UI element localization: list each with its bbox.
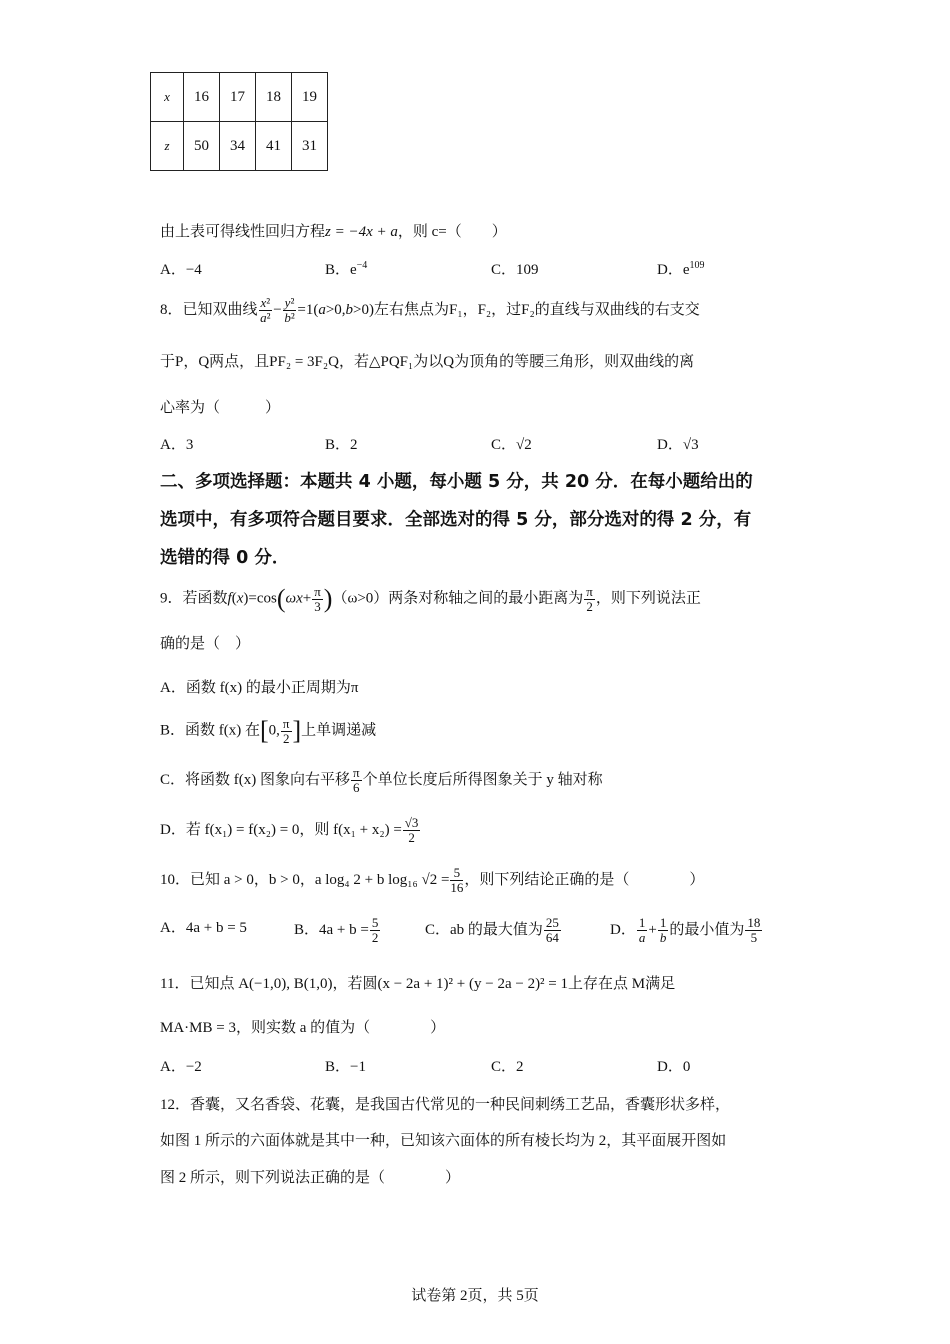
fraction: $\frac{5}{2}$ xyxy=(371,915,379,945)
data-table xyxy=(150,72,328,171)
q12-line1: 12．香囊，又名香袋、花囊，是我国古代常见的一种民间刺绣工艺品，香囊形状多样， xyxy=(160,1097,731,1113)
q11-option-b: B．−1 xyxy=(325,1059,366,1075)
table-cell: x xyxy=(151,73,184,122)
q7-option-b-text: B．e xyxy=(325,262,357,278)
q10-option-d: D． $\frac{1}{a}$ + $\frac{1}{b}$ 的最小值为 $\frac{18}{5}$ xyxy=(610,915,761,945)
fraction: $\frac{1}{a}$ xyxy=(638,915,646,945)
q7-equation: z = −4x + a xyxy=(325,224,398,240)
q8-option-a: A．3 xyxy=(160,437,194,453)
fraction: $\frac{\pi}{2}$ xyxy=(586,583,593,614)
q9-option-c-pre: C．将函数 f(x) 图象向右平移 xyxy=(160,771,350,788)
q11-option-c: C．2 xyxy=(491,1059,524,1075)
q10-option-c-pre: C．ab 的最大值为 xyxy=(425,921,543,938)
q10-line1-expr: a log₄ 2 + b log₁₆ √2 = xyxy=(314,871,450,888)
q10-option-a: A．4a + b = 5 xyxy=(160,920,247,936)
fraction: $\frac{\pi}{2}$ xyxy=(282,715,290,746)
q7-option-c: C．109 xyxy=(491,262,539,278)
q11-option-d: D．0 xyxy=(657,1059,691,1075)
q8-line2: 于P，Q两点，且PF₂ = 3F₂Q，若△PQF₁为以Q为顶角的等腰三角形，则双曲线的离 xyxy=(160,354,695,370)
table-cell: 18 xyxy=(256,73,292,122)
q8-option-b: B．2 xyxy=(325,437,358,453)
q10-line1 xyxy=(160,866,704,895)
fraction: $\frac{\pi}{6}$ xyxy=(353,765,360,795)
q10-line1-pre: 10．已知 a > 0，b > 0， xyxy=(160,871,315,888)
q11-line2: MA·MB = 3，则实数 a 的值为（ ） xyxy=(160,1020,446,1036)
section-heading-line1: 二、多项选择题：本题共 4 小题，每小题 5 分，共 20 分．在每小题给出的 xyxy=(160,472,753,492)
q8-line1-post: 左右焦点为F₁，F₂，过F₂的直线与双曲线的右支交 xyxy=(374,301,700,318)
q7-option-b xyxy=(325,258,367,279)
fraction: $\frac{\text{y²}}{\text{b²}}$ xyxy=(284,295,295,325)
table-cell: z xyxy=(151,122,184,171)
table-cell: 16 xyxy=(184,73,220,122)
q10-line1-post: ，则下列结论正确的是（ ） xyxy=(464,871,705,888)
q10-option-d-post: 的最小值为 xyxy=(669,921,745,938)
q7-stem-post: ，则 c=（ ） xyxy=(397,224,507,240)
fraction: $\frac{\text{x²}}{\text{a²}}$ xyxy=(260,295,271,325)
section-heading-line3: 选错的得 0 分． xyxy=(160,548,290,568)
q8-option-d: D．√3 xyxy=(657,437,699,453)
q10-option-b xyxy=(294,916,381,945)
table-row xyxy=(151,122,328,171)
q9-option-d-pre: D．若 f(x₁) = f(x₂) = 0，则 f(x₁ + x₂) = xyxy=(160,821,402,838)
table-cell: 19 xyxy=(292,73,328,122)
q9-option-c-post: 个单位长度后所得图象关于 y 轴对称 xyxy=(362,771,603,788)
page-footer: 试卷第 2页，共 5页 xyxy=(411,1288,539,1304)
fraction: $\frac{18}{5}$ xyxy=(747,915,761,945)
q7-stem xyxy=(160,220,507,241)
q9-line1-pre: 9．若函数 xyxy=(160,590,228,607)
fraction: $\frac{\pi}{3}$ xyxy=(314,583,321,614)
q9-option-d xyxy=(160,816,421,845)
q9-option-b-pre: B．函数 f(x) 在 xyxy=(160,722,260,739)
q8-line3: 心率为（ ） xyxy=(160,400,281,416)
table-cell: 34 xyxy=(220,122,256,171)
q9-line1-mid: （ω>0）两条对称轴之间的最小距离为 xyxy=(332,590,584,607)
table-row xyxy=(151,73,328,122)
q9-option-b: B．函数 f(x) 在[0, $\frac{\pi}{2}$ ]上单调递减 xyxy=(160,715,377,746)
table-cell: 41 xyxy=(256,122,292,171)
q8-line1: 8．已知双曲线 $\frac{\text{x²}}{\text{a²}}$ − $\frac{\text{y²}}{\text{b²}}$ =1(a>0,b>0)左右焦点为F₁，F₂，过F₂的直线与双曲线的右支交 xyxy=(160,295,700,325)
q9-option-a: A．函数 f(x) 的最小正周期为π xyxy=(160,680,359,696)
q7-option-a: A．−4 xyxy=(160,262,202,278)
q9-line1-post: ，则下列说法正 xyxy=(595,590,701,607)
q9-line2: 确的是（ ） xyxy=(160,636,251,652)
q10-option-b-pre: B．4a + b = xyxy=(294,921,369,938)
fraction: $\frac{25}{64}$ xyxy=(545,915,559,945)
q7-option-b-sup: −4 xyxy=(356,260,368,271)
table-cell: 17 xyxy=(220,73,256,122)
fraction: $\frac{√3}{2}$ xyxy=(404,815,419,845)
q7-option-d xyxy=(657,258,705,279)
q10-option-d-pre: D． xyxy=(610,921,636,938)
q7-option-d-sup: 109 xyxy=(689,260,705,271)
table-cell: 31 xyxy=(292,122,328,171)
q11-line1: 11．已知点 A(−1,0), B(1,0)，若圆(x − 2a + 1)² + (y − 2a − 2)² = 1上存在点 M满足 xyxy=(160,976,676,992)
q8-option-c: C．√2 xyxy=(491,437,532,453)
q10-option-c xyxy=(425,916,562,945)
q9-line1: 9．若函数f(x)=cos(ωx+ $\frac{\pi}{3}$ )（ω>0）两条对称轴之间的最小距离为 $\frac{\pi}{2}$ ，则下列说法正 xyxy=(160,583,701,614)
q7-stem-pre: 由上表可得线性回归方程 xyxy=(160,224,326,240)
table-cell: 50 xyxy=(184,122,220,171)
fraction: $\frac{1}{b}$ xyxy=(659,915,667,945)
q9-option-b-post: 上单调递减 xyxy=(301,722,377,739)
q12-line3: 图 2 所示，则下列说法正确的是（ ） xyxy=(160,1170,461,1186)
q7-option-d-text: D．e xyxy=(657,262,690,278)
section-heading-line2: 选项中，有多项符合题目要求．全部选对的得 5 分，部分选对的得 2 分，有 xyxy=(160,510,752,530)
q9-option-c xyxy=(160,766,603,795)
fraction: $\frac{5}{16}$ xyxy=(450,865,464,895)
q12-line2: 如图 1 所示的六面体就是其中一种，已知该六面体的所有棱长均为 2，其平面展开图如 xyxy=(160,1133,727,1149)
q8-line1-pre: 8．已知双曲线 xyxy=(160,301,258,318)
q11-option-a: A．−2 xyxy=(160,1059,202,1075)
